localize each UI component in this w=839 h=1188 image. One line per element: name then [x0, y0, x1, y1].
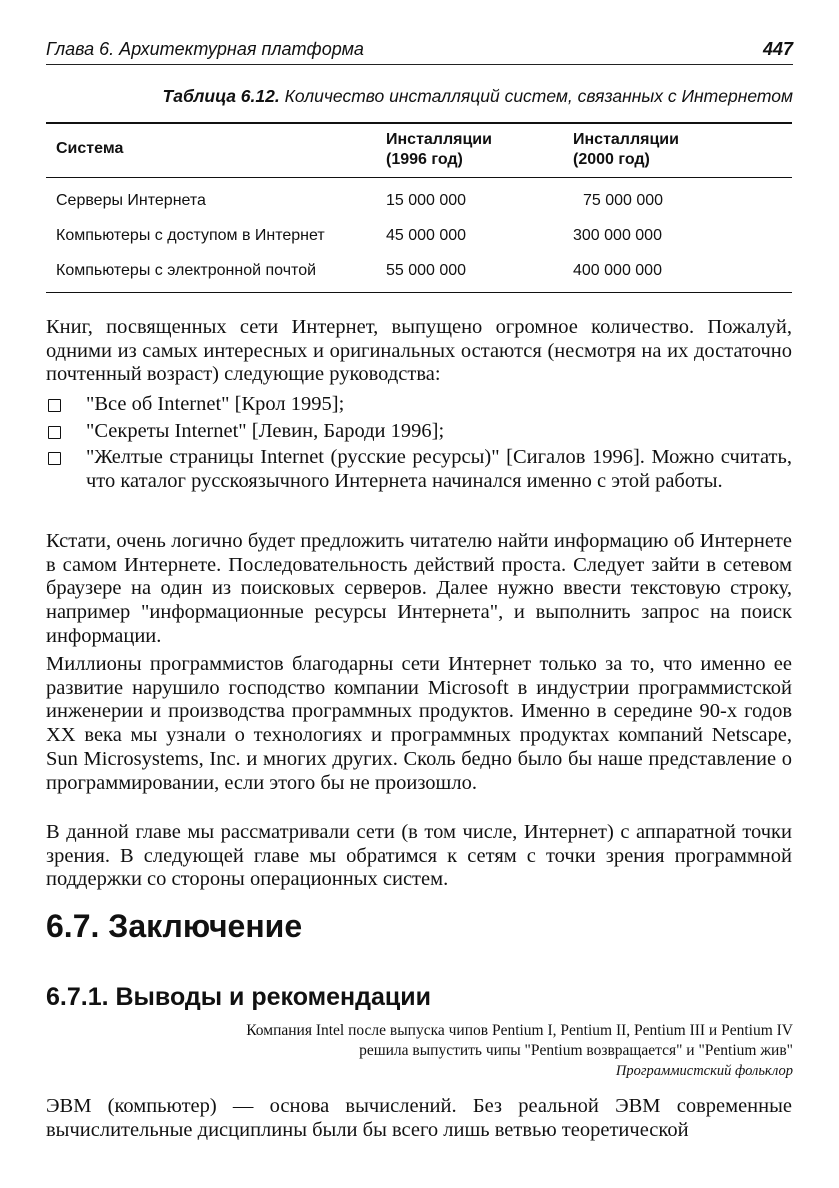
- subsection-heading: 6.7.1. Выводы и рекомендации: [46, 983, 432, 1011]
- paragraph-search-tip: Кстати, очень логично будет предложить читателю найти информацию об Интернете в самом Интернете. Последовательность действий проста. Следует зайти в сетевом браузере на один из поисковых серверов. Далее нужно ввести текстовую строку, например "информационные ресурсы Интернета", и выполнить запрос на поиск информации.: [46, 530, 792, 647]
- paragraph-programmers: Миллионы программистов благодарны сети Интернет только за то, что именно ее развитие нарушило господство компании Microsoft в индустрии программистской инженерии и производства программных продуктов. Именно в середине 90-х годов XX века мы узнали о технологиях и программных продуктах компаний Netscape, Sun Microsystems, Inc. и многих других. Сколь бедно было бы наше представление о программировании, если этого бы не произошло.: [46, 653, 792, 794]
- checkbox-bullet-icon: [48, 399, 61, 412]
- table-caption-text: Количество инсталляций систем, связанных с Интернетом: [284, 86, 793, 106]
- header-system: Система: [56, 140, 124, 157]
- running-header: [46, 38, 793, 65]
- table-row: [46, 219, 792, 254]
- list-item-text: "Секреты Internet" [Левин, Бароди 1996];: [86, 419, 445, 442]
- cell-1996: 45 000 000: [386, 227, 467, 244]
- cell-system: Компьютеры с электронной почтой: [56, 262, 317, 279]
- table-bottom-rule: [46, 292, 792, 293]
- table-row: [46, 184, 792, 219]
- table-caption: [33, 86, 793, 107]
- header-2000-line1: Инсталляции: [573, 131, 679, 148]
- list-item: [46, 446, 792, 493]
- header-1996-line2: (1996 год): [386, 151, 463, 168]
- page-number: 447: [762, 39, 793, 59]
- epigraph: [93, 1021, 793, 1081]
- cell-2000: 400 000 000: [573, 262, 662, 279]
- paragraph-computer: ЭВМ (компьютер) — основа вычислений. Без реальной ЭВМ современные вычислительные дисциплины были бы всего лишь ветвью теоретической: [46, 1095, 792, 1141]
- epigraph-line: решила выпустить чипы "Pentium возвращается" и "Pentium жив": [359, 1042, 793, 1059]
- cell-2000: 300 000 000: [573, 227, 662, 244]
- table-body: [46, 178, 792, 292]
- cell-system: Компьютеры с доступом в Интернет: [56, 227, 325, 244]
- section-heading: 6.7. Заключение: [46, 908, 303, 944]
- epigraph-line: Компания Intel после выпуска чипов Pentium I, Pentium II, Pentium III и Pentium IV: [246, 1022, 793, 1039]
- bullet-list: [46, 393, 792, 497]
- list-item: [46, 393, 792, 417]
- cell-1996: 55 000 000: [386, 262, 467, 279]
- paragraph-chapter-summary: В данной главе мы рассматривали сети (в том числе, Интернет) с аппаратной точки зрения. В следующей главе мы обратимся к сетям с точки зрения программной поддержки со стороны операционных систем.: [46, 821, 792, 891]
- checkbox-bullet-icon: [48, 452, 61, 465]
- cell-1996: 15 000 000: [386, 192, 467, 209]
- epigraph-source: Программистский фольклор: [615, 1063, 793, 1079]
- cell-system: Серверы Интернета: [56, 192, 206, 209]
- header-1996: [386, 130, 492, 170]
- paragraph-intro: Книг, посвященных сети Интернет, выпущено огромное количество. Пожалуй, одними из самых интересных и оригинальных остаются (несмотря на их достаточно почтенный возраст) следующие руководства:: [46, 316, 792, 386]
- list-item-text: "Желтые страницы Internet (русские ресурсы)" [Сигалов 1996]. Можно считать, что каталог русскоязычного Интернета начинался именно с этой работы.: [86, 446, 792, 493]
- chapter-title: Глава 6. Архитектурная платформа: [46, 39, 364, 59]
- table-caption-label: Таблица 6.12.: [162, 86, 280, 106]
- header-2000: [573, 130, 679, 170]
- checkbox-bullet-icon: [48, 426, 61, 439]
- list-item: [46, 420, 792, 444]
- cell-2000: 75 000 000: [583, 192, 664, 209]
- table-row: [46, 254, 792, 289]
- installations-table: [46, 122, 792, 293]
- table-header-row: [46, 124, 792, 177]
- header-2000-line2: (2000 год): [573, 151, 650, 168]
- header-1996-line1: Инсталляции: [386, 131, 492, 148]
- list-item-text: "Все об Internet" [Крол 1995];: [86, 393, 345, 415]
